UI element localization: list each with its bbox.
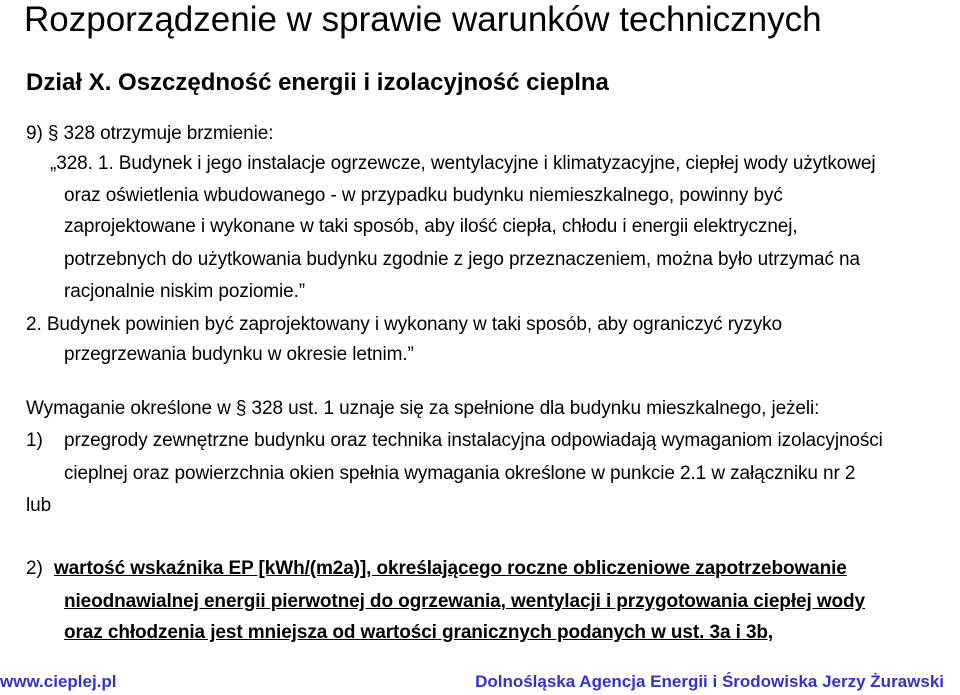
text-line: cieplnej oraz powierzchnia okien spełnia wymagania określone w punkcie 2.1 w załączniku nr 2 — [64, 463, 856, 484]
footer-website-link[interactable]: www.cieplej.pl — [0, 672, 117, 691]
emphasized-line: oraz chłodzenia jest mniejsza od wartości granicznych podanych w ust. 3a i 3b, — [64, 622, 774, 643]
emphasized-line: nieodnawialnej energii pierwotnej do ogrzewania, wentylacji i przygotowania ciepłej wody — [64, 591, 865, 612]
list-number: 2) — [26, 558, 43, 579]
text-line: racjonalnie niskim poziomie.” — [64, 281, 306, 302]
text-line: przegrody zewnętrzne budynku oraz technika instalacyjna odpowiadają wymaganiom izolacyjności — [64, 430, 883, 451]
list-number: 1) — [26, 430, 43, 451]
text-line: zaprojektowane i wykonane w taki sposób, aby ilość ciepła, chłodu i energii elektrycznej, — [64, 216, 798, 237]
text-line: potrzebnych do użytkowania budynku zgodnie z jego przeznaczeniem, można było utrzymać na — [64, 249, 860, 270]
text-line: Wymaganie określone w § 328 ust. 1 uznaje się za spełnione dla budynku mieszkalnego, jeżeli: — [26, 398, 820, 419]
text-line: „328. 1. Budynek i jego instalacje ogrzewcze, wentylacyjne i klimatyzacyjne, ciepłej wody użytkowej — [50, 153, 876, 174]
text-line: 9) § 328 otrzymuje brzmienie: — [26, 123, 274, 144]
text-line: lub — [26, 495, 52, 516]
text-line: oraz oświetlenia wbudowanego - w przypadku budynku niemieszkalnego, powinny być — [64, 185, 783, 206]
emphasized-line: wartość wskaźnika EP [kWh/(m2a)], określającego roczne obliczeniowe zapotrzebowanie — [54, 558, 847, 579]
section-heading: Dział X. Oszczędność energii i izolacyjność cieplna — [26, 69, 609, 96]
footer-organization: Dolnośląska Agencja Energii i Środowiska Jerzy Żurawski — [475, 672, 944, 691]
text-line: 2. Budynek powinien być zaprojektowany i wykonany w taki sposób, aby ograniczyć ryzyko — [26, 314, 783, 335]
text-line: przegrzewania budynku w okresie letnim.” — [64, 344, 414, 365]
slide-title: Rozporządzenie w sprawie warunków technicznych — [24, 0, 822, 39]
